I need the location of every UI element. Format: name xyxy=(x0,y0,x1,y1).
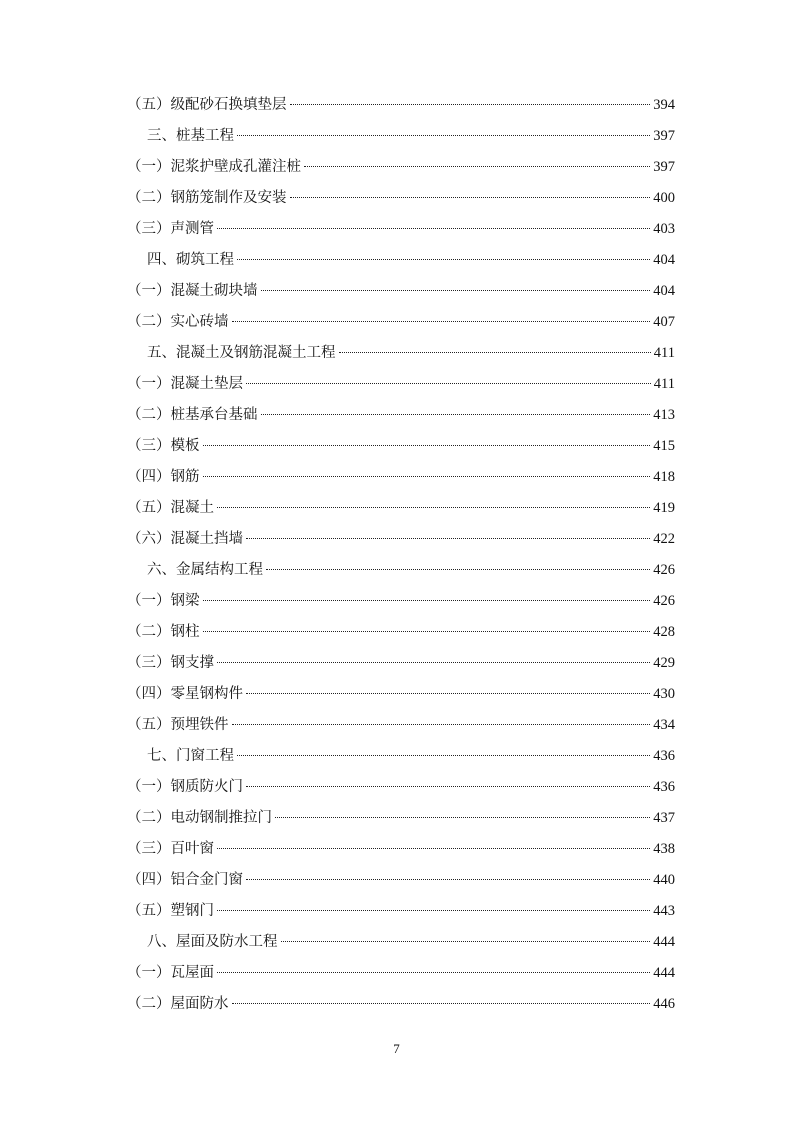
toc-dot-leader xyxy=(246,879,650,880)
toc-entry-page: 418 xyxy=(653,469,675,485)
toc-entry-title: （四）钢筋 xyxy=(127,469,200,485)
toc-entry-page: 404 xyxy=(653,252,675,268)
toc-dot-leader xyxy=(203,631,651,632)
toc-dot-leader xyxy=(246,693,650,694)
toc-entry-page: 426 xyxy=(653,593,675,609)
toc-entry-title: 七、门窗工程 xyxy=(147,748,234,764)
toc-entry-title: （一）混凝土砌块墙 xyxy=(127,283,258,299)
toc-dot-leader xyxy=(246,383,651,384)
toc-entry-title: 六、金属结构工程 xyxy=(147,562,263,578)
toc-entry-title: （三）百叶窗 xyxy=(127,841,214,857)
toc-entry-page: 415 xyxy=(653,438,675,454)
toc-entry[interactable] xyxy=(127,590,675,621)
toc-entry-title: （二）桩基承台基础 xyxy=(127,407,258,423)
toc-dot-leader xyxy=(232,1003,651,1004)
toc-dot-leader xyxy=(203,445,651,446)
toc-dot-leader xyxy=(217,662,650,663)
toc-dot-leader xyxy=(217,910,650,911)
toc-entry-title: （二）屋面防水 xyxy=(127,996,229,1012)
toc-entry-page: 400 xyxy=(653,190,675,206)
toc-entry-title: （一）钢梁 xyxy=(127,593,200,609)
toc-entry-page: 397 xyxy=(653,128,675,144)
toc-section-entry[interactable] xyxy=(127,559,675,590)
toc-entry[interactable] xyxy=(127,900,675,931)
toc-section-entry[interactable] xyxy=(127,931,675,962)
toc-entry[interactable] xyxy=(127,621,675,652)
toc-section-entry[interactable] xyxy=(127,249,675,280)
toc-entry[interactable] xyxy=(127,187,675,218)
toc-entry-title: （三）模板 xyxy=(127,438,200,454)
toc-entry-page: 437 xyxy=(653,810,675,826)
toc-entry-title: （三）声测管 xyxy=(127,221,214,237)
toc-entry-title: （一）瓦屋面 xyxy=(127,965,214,981)
toc-entry-title: （五）混凝土 xyxy=(127,500,214,516)
toc-dot-leader xyxy=(304,166,650,167)
toc-dot-leader xyxy=(261,414,651,415)
page-number: 7 xyxy=(393,1041,400,1056)
toc-dot-leader xyxy=(266,569,650,570)
toc-entry[interactable] xyxy=(127,373,675,404)
toc-dot-leader xyxy=(203,476,651,477)
toc-entry-title: （五）级配砂石换填垫层 xyxy=(127,97,287,113)
toc-dot-leader xyxy=(237,135,650,136)
toc-entry-title: （六）混凝土挡墙 xyxy=(127,531,243,547)
toc-dot-leader xyxy=(339,352,651,353)
toc-entry-title: （一）泥浆护壁成孔灌注桩 xyxy=(127,159,301,175)
toc-entry-title: （二）钢筋笼制作及安装 xyxy=(127,190,287,206)
toc-entry[interactable] xyxy=(127,683,675,714)
toc-dot-leader xyxy=(203,600,651,601)
toc-entry-page: 428 xyxy=(653,624,675,640)
toc-entry[interactable] xyxy=(127,776,675,807)
toc-entry-page: 429 xyxy=(653,655,675,671)
toc-dot-leader xyxy=(232,321,651,322)
toc-entry[interactable] xyxy=(127,652,675,683)
toc-entry-title: （一）钢质防火门 xyxy=(127,779,243,795)
toc-entry-page: 394 xyxy=(653,97,675,113)
toc-entry-page: 397 xyxy=(653,159,675,175)
toc-entry[interactable] xyxy=(127,869,675,900)
toc-entry-page: 422 xyxy=(653,531,675,547)
toc-entry-page: 440 xyxy=(653,872,675,888)
toc-entry[interactable] xyxy=(127,497,675,528)
toc-dot-leader xyxy=(217,507,650,508)
toc-entry-page: 403 xyxy=(653,221,675,237)
toc-entry[interactable] xyxy=(127,838,675,869)
toc-entry[interactable] xyxy=(127,435,675,466)
toc-entry-page: 426 xyxy=(653,562,675,578)
toc-dot-leader xyxy=(217,228,650,229)
toc-dot-leader xyxy=(261,290,651,291)
toc-entry[interactable] xyxy=(127,280,675,311)
toc-dot-leader xyxy=(290,197,651,198)
toc-entry-page: 419 xyxy=(653,500,675,516)
toc-entry-title: （二）钢柱 xyxy=(127,624,200,640)
toc-entry[interactable] xyxy=(127,993,675,1024)
toc-dot-leader xyxy=(232,724,651,725)
toc-dot-leader xyxy=(217,972,650,973)
toc-entry[interactable] xyxy=(127,714,675,745)
toc-dot-leader xyxy=(217,848,650,849)
toc-entry-title: 四、砌筑工程 xyxy=(147,252,234,268)
toc-entry-title: （二）电动钢制推拉门 xyxy=(127,810,272,826)
toc-entry[interactable] xyxy=(127,528,675,559)
toc-entry-title: （五）预埋铁件 xyxy=(127,717,229,733)
toc-entry-page: 444 xyxy=(653,934,675,950)
toc-entry-title: 五、混凝土及钢筋混凝土工程 xyxy=(147,345,336,361)
toc-entry-page: 443 xyxy=(653,903,675,919)
toc-entry-page: 436 xyxy=(653,748,675,764)
toc-entry-title: （一）混凝土垫层 xyxy=(127,376,243,392)
toc-entry[interactable] xyxy=(127,218,675,249)
toc-entry[interactable] xyxy=(127,156,675,187)
toc-entry[interactable] xyxy=(127,807,675,838)
toc-entry[interactable] xyxy=(127,404,675,435)
toc-entry-page: 407 xyxy=(653,314,675,330)
toc-entry-title: （四）零星钢构件 xyxy=(127,686,243,702)
toc-entry[interactable] xyxy=(127,962,675,993)
toc-entry-title: 八、屋面及防水工程 xyxy=(147,934,278,950)
toc-entry[interactable] xyxy=(127,466,675,497)
toc-entry-title: （二）实心砖墙 xyxy=(127,314,229,330)
toc-entry[interactable] xyxy=(127,94,675,125)
toc-dot-leader xyxy=(237,755,650,756)
toc-entry-page: 436 xyxy=(653,779,675,795)
toc-dot-leader xyxy=(281,941,651,942)
toc-entry-title: （三）钢支撑 xyxy=(127,655,214,671)
toc-dot-leader xyxy=(237,259,650,260)
toc-entry-page: 430 xyxy=(653,686,675,702)
toc-entry-page: 438 xyxy=(653,841,675,857)
toc-section-entry[interactable] xyxy=(127,745,675,776)
toc-dot-leader xyxy=(275,817,650,818)
toc-entry[interactable] xyxy=(127,311,675,342)
toc-entry-page: 446 xyxy=(653,996,675,1012)
toc-dot-leader xyxy=(246,538,650,539)
toc-entry-page: 434 xyxy=(653,717,675,733)
toc-dot-leader xyxy=(246,786,650,787)
toc-entry-title: （四）铝合金门窗 xyxy=(127,872,243,888)
toc-entry-title: （五）塑钢门 xyxy=(127,903,214,919)
toc-entry-page: 411 xyxy=(653,345,675,361)
toc-entry-page: 411 xyxy=(653,376,675,392)
toc-section-entry[interactable] xyxy=(127,125,675,156)
table-of-contents xyxy=(127,94,675,1024)
toc-entry-page: 413 xyxy=(653,407,675,423)
toc-dot-leader xyxy=(290,104,651,105)
toc-section-entry[interactable] xyxy=(127,342,675,373)
toc-entry-title: 三、桩基工程 xyxy=(147,128,234,144)
toc-entry-page: 404 xyxy=(653,283,675,299)
toc-entry-page: 444 xyxy=(653,965,675,981)
